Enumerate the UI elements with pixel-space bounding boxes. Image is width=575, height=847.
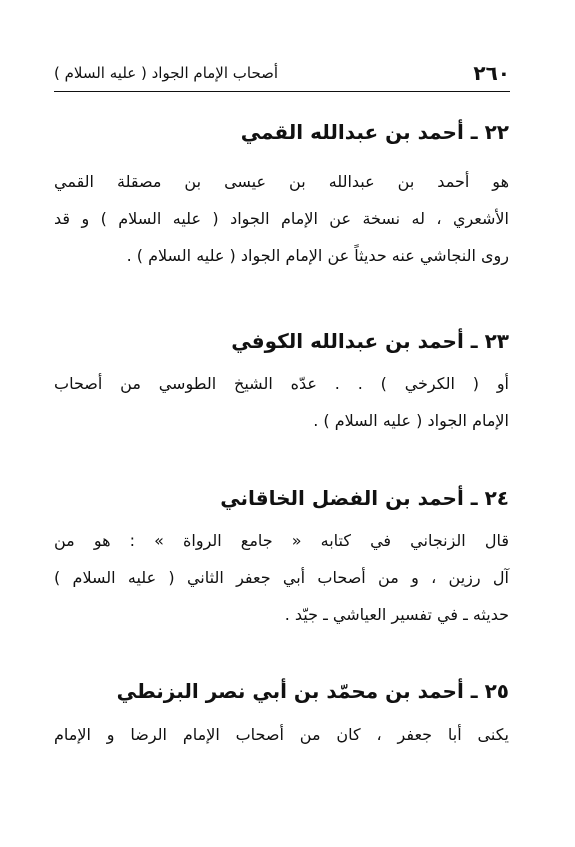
entry-body-24: [54, 522, 509, 633]
entry-title-25: ٢٥ ـ أحمد بن محمّد بن أبي نصر البزنطي: [116, 679, 509, 703]
entry-24-line-3: حديثه ـ في تفسير العياشي ـ جيّد .: [284, 605, 509, 624]
entry-22-line-3: روى النجاشي عنه حديثاً عن الإمام الجواد ( عليه السلام ) .: [126, 246, 509, 265]
entry-title-22: ٢٢ ـ أحمد بن عبدالله القمي: [240, 120, 509, 144]
running-title: أصحاب الإمام الجواد ( عليه السلام ): [54, 64, 279, 82]
entry-body-23: [54, 365, 509, 439]
entry-body-25: [54, 716, 509, 753]
entry-title-24: ٢٤ ـ أحمد بن الفضل الخاقاني: [220, 486, 509, 510]
entry-24-line-1: قال الزنجاني في كتابه « جامع الرواة » : هو من: [54, 531, 509, 550]
entry-23-line-1: أو ( الكرخي ) . . عدّه الشيخ الطوسي من أصحاب: [54, 374, 509, 393]
entry-22-line-2: الأشعري ، له نسخة عن الإمام الجواد ( عليه السلام ) و قد: [54, 209, 509, 228]
entry-25-line-1: يكنى أبا جعفر ، كان من أصحاب الإمام الرضا و الإمام: [54, 725, 509, 744]
page-header: [54, 58, 510, 88]
header-rule: [54, 91, 510, 92]
entry-22-line-1: هو أحمد بن عبدالله بن عيسى بن مصقلة القمي: [54, 172, 509, 191]
entry-title-23: ٢٣ ـ أحمد بن عبدالله الكوفي: [231, 329, 509, 353]
entry-body-22: [54, 163, 509, 274]
page-number: ٢٦٠: [473, 61, 510, 85]
entry-24-line-2: آل رزين ، و من أصحاب أبي جعفر الثاني ( عليه السلام ): [54, 568, 509, 587]
entry-23-line-2: الإمام الجواد ( عليه السلام ) .: [313, 411, 509, 430]
